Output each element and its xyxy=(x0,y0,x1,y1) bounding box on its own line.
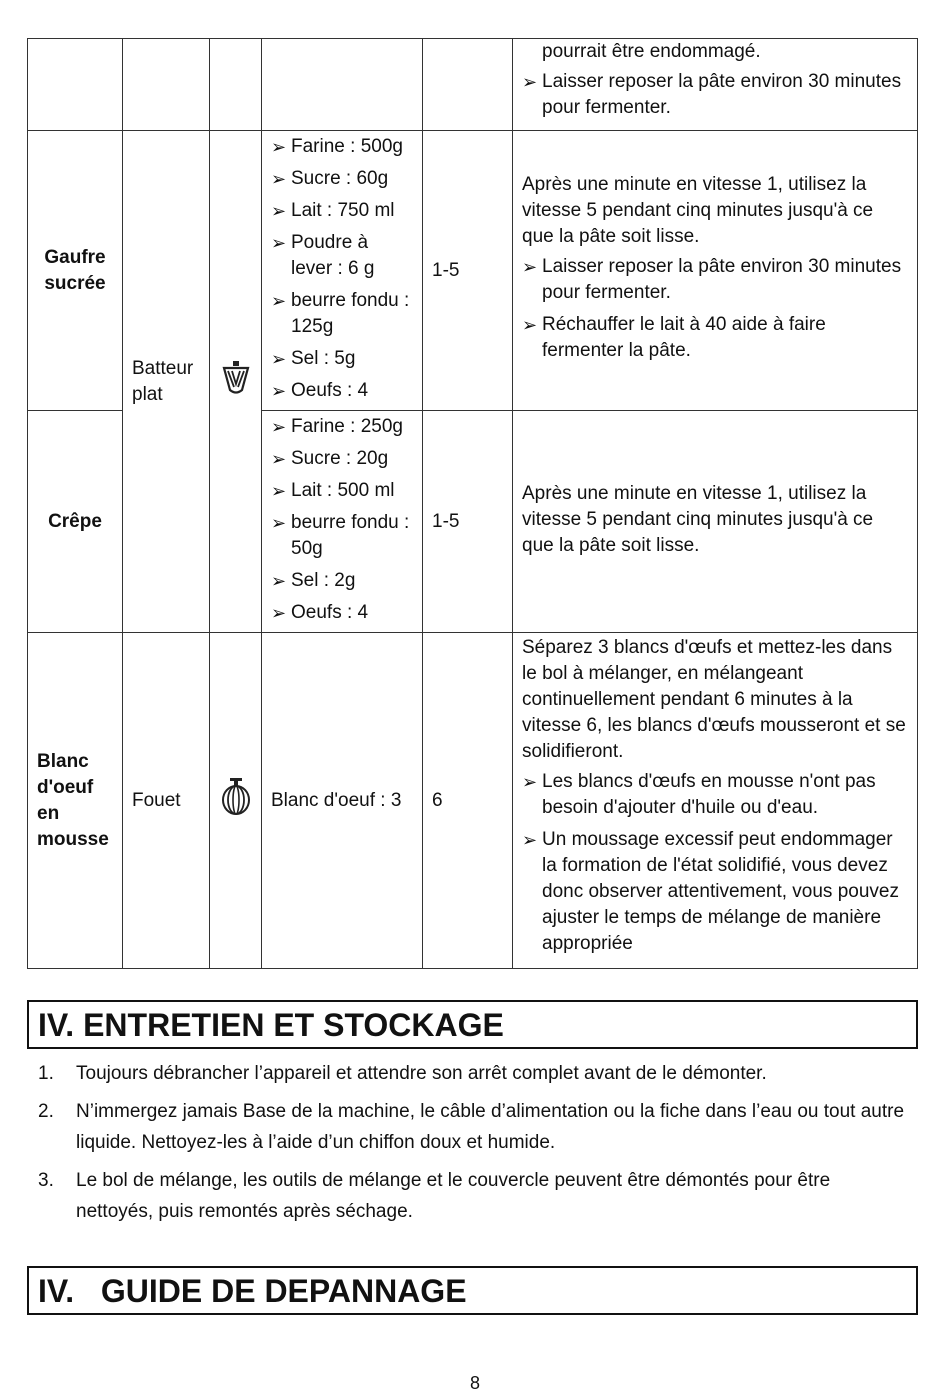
ingredient-item: ➢ Lait : 750 ml xyxy=(271,198,413,224)
arrow-bullet-icon: ➢ xyxy=(271,449,287,469)
instruction-text: Après une minute en vitesse 1, utilisez la vitesse 5 pendant cinq minutes jusqu'à ce que la pâte soit lisse. xyxy=(522,482,874,556)
arrow-bullet-icon: ➢ xyxy=(271,291,287,311)
ingredient-item: ➢ Sel : 2g xyxy=(271,568,413,594)
ingredient-item: ➢ Lait : 500 ml xyxy=(271,478,413,504)
ingredient-item: ➢ beurre fondu : 125g xyxy=(271,290,410,337)
section-heading: IV. ENTRETIEN ET STOCKAGE xyxy=(27,1000,918,1049)
arrow-bullet-icon: ➢ xyxy=(522,772,538,792)
recipe-name: Blanc d'oeuf en mousse xyxy=(28,633,123,969)
ingredient-item: ➢ Oeufs : 4 xyxy=(271,600,413,626)
ingredient-item: ➢ Sel : 5g xyxy=(271,346,413,372)
arrow-bullet-icon: ➢ xyxy=(271,481,287,501)
arrow-bullet-icon: ➢ xyxy=(271,513,287,533)
table-row xyxy=(28,39,918,131)
page-number: 8 xyxy=(469,1373,480,1393)
flat-beater-icon xyxy=(220,380,252,401)
ingredient-item: ➢ Farine : 250g xyxy=(271,414,413,440)
arrow-bullet-icon: ➢ xyxy=(271,137,287,157)
section-heading: IV. GUIDE DE DEPANNAGE xyxy=(27,1266,918,1315)
ingredient-item: ➢ Sucre : 20g xyxy=(271,446,413,472)
speed-value: 1-5 xyxy=(423,411,513,633)
arrow-bullet-icon: ➢ xyxy=(271,603,287,623)
arrow-bullet-icon: ➢ xyxy=(522,314,538,335)
list-item: ➢ Laisser reposer la pâte environ 30 minutes pour fermenter. xyxy=(522,71,902,118)
arrow-bullet-icon: ➢ xyxy=(271,201,287,221)
arrow-bullet-icon: ➢ xyxy=(271,417,287,437)
instruction-text: Après une minute en vitesse 1, utilisez la vitesse 5 pendant cinq minutes jusqu'à ce que la pâte soit lisse. xyxy=(522,173,874,247)
maintenance-list xyxy=(38,1058,908,1234)
instruction-text: Séparez 3 blancs d'œufs et mettez-les dans le bol à mélanger, en mélangeant continuellement pendant 6 minutes à la vitesse 6, les blancs d'œufs mousseront et se solidifieront. xyxy=(522,637,906,762)
ingredient-item: ➢ Oeufs : 4 xyxy=(271,378,413,404)
recipe-name: Crêpe xyxy=(28,411,123,633)
recipe-name: Gaufre sucrée xyxy=(28,131,123,411)
ingredient-item: ➢ beurre fondu : 50g xyxy=(271,512,410,559)
recipe-table xyxy=(27,38,918,969)
note-item: ➢ Laisser reposer la pâte environ 30 minutes pour fermenter. xyxy=(522,255,902,303)
arrow-bullet-icon: ➢ xyxy=(271,349,287,369)
tool-name: Fouet xyxy=(123,633,210,969)
whisk-icon xyxy=(220,801,252,822)
arrow-bullet-icon: ➢ xyxy=(271,571,287,591)
ingredient-item: ➢ Poudre à lever : 6 g xyxy=(271,232,375,279)
list-item: 1. Toujours débrancher l’appareil et attendre son arrêt complet avant de le démonter. xyxy=(38,1063,767,1084)
note-item: ➢ Les blancs d'œufs en mousse n'ont pas besoin d'ajouter d'huile ou d'eau. xyxy=(522,771,876,818)
note-continued: pourrait être endommagé. xyxy=(542,41,761,62)
list-item: 2. N’immergez jamais Base de la machine, le câble d’alimentation ou la fiche dans l’eau ou tout autre liquide. Nettoyez-les à l’aide d’un chiffon doux et humide. xyxy=(38,1101,905,1153)
ingredient-item: ➢ Farine : 500g xyxy=(271,134,413,160)
table-row xyxy=(28,633,918,969)
arrow-bullet-icon: ➢ xyxy=(271,233,287,253)
tool-name: Batteur plat xyxy=(123,131,210,633)
table-row xyxy=(28,131,918,411)
note-item: ➢ Réchauffer le lait à 40 aide à faire fermenter la pâte. xyxy=(522,313,826,361)
arrow-bullet-icon: ➢ xyxy=(522,72,538,92)
speed-value: 6 xyxy=(423,633,513,969)
speed-value: 1-5 xyxy=(423,131,513,411)
arrow-bullet-icon: ➢ xyxy=(271,381,287,401)
arrow-bullet-icon: ➢ xyxy=(522,256,538,277)
list-item: 3. Le bol de mélange, les outils de mélange et le couvercle peuvent être démontés pour être nettoyés, puis remontés après séchage. xyxy=(38,1170,831,1222)
arrow-bullet-icon: ➢ xyxy=(522,830,538,850)
ingredient-item: Blanc d'oeuf : 3 xyxy=(262,633,423,969)
arrow-bullet-icon: ➢ xyxy=(271,169,287,189)
note-item: ➢ Un moussage excessif peut endommager la formation de l'état solidifié, vous devez donc observer attentivement, vous pouvez ajuster le temps de mélange de manière appropriée xyxy=(522,829,899,954)
ingredient-item: ➢ Sucre : 60g xyxy=(271,166,413,192)
